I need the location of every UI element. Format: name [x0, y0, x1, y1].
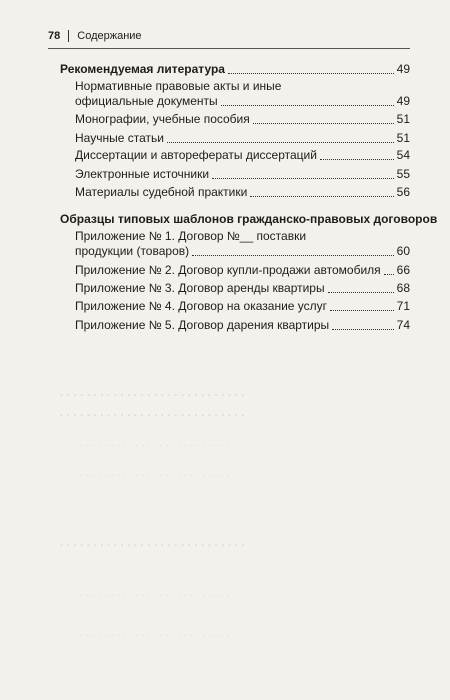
show-through-text: · · · · · · · · · · · · · · · · · · · · · · · · · — [80, 630, 230, 641]
header-divider — [68, 30, 69, 42]
toc-entry-label: официальные документы — [75, 94, 218, 108]
appendix-prefix: Приложение № 5. — [75, 318, 175, 332]
toc-entry-electronic-sources[interactable] — [75, 167, 410, 182]
appendix-title: Договор аренды квартиры — [178, 281, 325, 295]
toc-page-number: 51 — [396, 112, 410, 126]
toc-entry-normative-acts[interactable] — [75, 94, 410, 109]
toc-page-number: 56 — [396, 185, 410, 199]
toc-entry-appendix-3[interactable] — [75, 281, 410, 296]
appendix-title: Договор дарения квартиры — [178, 318, 330, 332]
toc-entry-monographs[interactable] — [75, 112, 410, 127]
show-through-text: · · · · · · · · · · · · · · · · · · · · · · · · · — [80, 590, 230, 601]
toc-leader — [384, 274, 394, 275]
toc-page-number: 66 — [396, 263, 410, 277]
toc-entry-appendix-2[interactable] — [75, 263, 410, 278]
appendix-prefix: Приложение № 1. — [75, 229, 175, 243]
show-through-text: · · · · · · · · · · · · · · · · · · · · · · · · · · · · — [60, 410, 246, 422]
appendix-prefix: Приложение № 3. — [75, 281, 175, 295]
appendix-title: Договор на оказание услуг — [178, 299, 328, 313]
toc-page-number: 49 — [396, 62, 410, 76]
toc-leader — [212, 178, 394, 179]
appendix-title: Договор купли-продажи автомобиля — [178, 263, 381, 277]
toc-entry-appendix-1[interactable] — [75, 244, 410, 259]
toc-entry-label: Нормативные правовые акты и иные — [75, 79, 282, 93]
toc-page-number: 54 — [396, 148, 410, 162]
toc-entry-label: Материалы судебной практики — [75, 185, 248, 199]
appendix-title: Договор №__ поставки — [178, 229, 307, 243]
toc-entry-label — [75, 318, 329, 333]
toc-entry-label: Монографии, учебные пособия — [75, 112, 250, 126]
page-number: 78 — [48, 30, 61, 42]
show-through-text: · · · · · · · · · · · · · · · · · · · · · · · · · · · · — [60, 390, 246, 402]
header-section-title: Содержание — [77, 30, 142, 42]
toc-leader — [320, 159, 394, 160]
toc-leader — [167, 142, 394, 143]
toc-leader — [250, 196, 393, 197]
toc-entry-title: Рекомендуемая литература — [60, 62, 225, 76]
toc-page-number: 71 — [396, 299, 410, 313]
section-title-templates[interactable]: Образцы типовых шаблонов гражданско-правовых договоров — [60, 212, 438, 226]
toc-entry-appendix-5[interactable] — [75, 318, 410, 333]
show-through-text: · · · · · · · · · · · · · · · · · · · · · · · · · — [80, 470, 230, 481]
toc-leader — [253, 123, 394, 124]
toc-entry-articles[interactable] — [75, 131, 410, 146]
toc-leader — [192, 255, 394, 256]
toc-leader — [221, 105, 394, 106]
toc-page-number: 74 — [396, 318, 410, 332]
toc-entry-label: Научные статьи — [75, 131, 164, 145]
show-through-text: · · · · · · · · · · · · · · · · · · · · · · · · · — [80, 440, 230, 451]
toc-page-number: 68 — [396, 281, 410, 295]
toc-entry-dissertations[interactable] — [75, 148, 410, 163]
toc-leader — [328, 292, 394, 293]
toc-page-number: 55 — [396, 167, 410, 181]
header-rule — [48, 48, 410, 49]
toc-entry-label — [75, 281, 325, 296]
toc-entry-appendix-4[interactable] — [75, 299, 410, 314]
toc-entry-label — [75, 299, 327, 314]
show-through-text: · · · · · · · · · · · · · · · · · · · · · · · · · · · · — [60, 540, 246, 552]
toc-entry-label — [75, 229, 306, 244]
appendix-prefix: Приложение № 4. — [75, 299, 175, 313]
toc-entry-literature[interactable] — [60, 62, 410, 77]
toc-page-number: 60 — [396, 244, 410, 258]
toc-entry-label: Диссертации и авторефераты диссертаций — [75, 148, 317, 162]
toc-leader — [332, 329, 393, 330]
toc-page-number: 49 — [396, 94, 410, 108]
running-header — [48, 30, 142, 42]
toc-entry-label — [75, 263, 381, 278]
toc-leader — [330, 310, 394, 311]
appendix-prefix: Приложение № 2. — [75, 263, 175, 277]
toc-leader — [228, 73, 394, 74]
toc-entry-label: продукции (товаров) — [75, 244, 190, 258]
toc-entry-label: Электронные источники — [75, 167, 210, 181]
toc-entry-court-practice[interactable] — [75, 185, 410, 200]
toc-page-number: 51 — [396, 131, 410, 145]
